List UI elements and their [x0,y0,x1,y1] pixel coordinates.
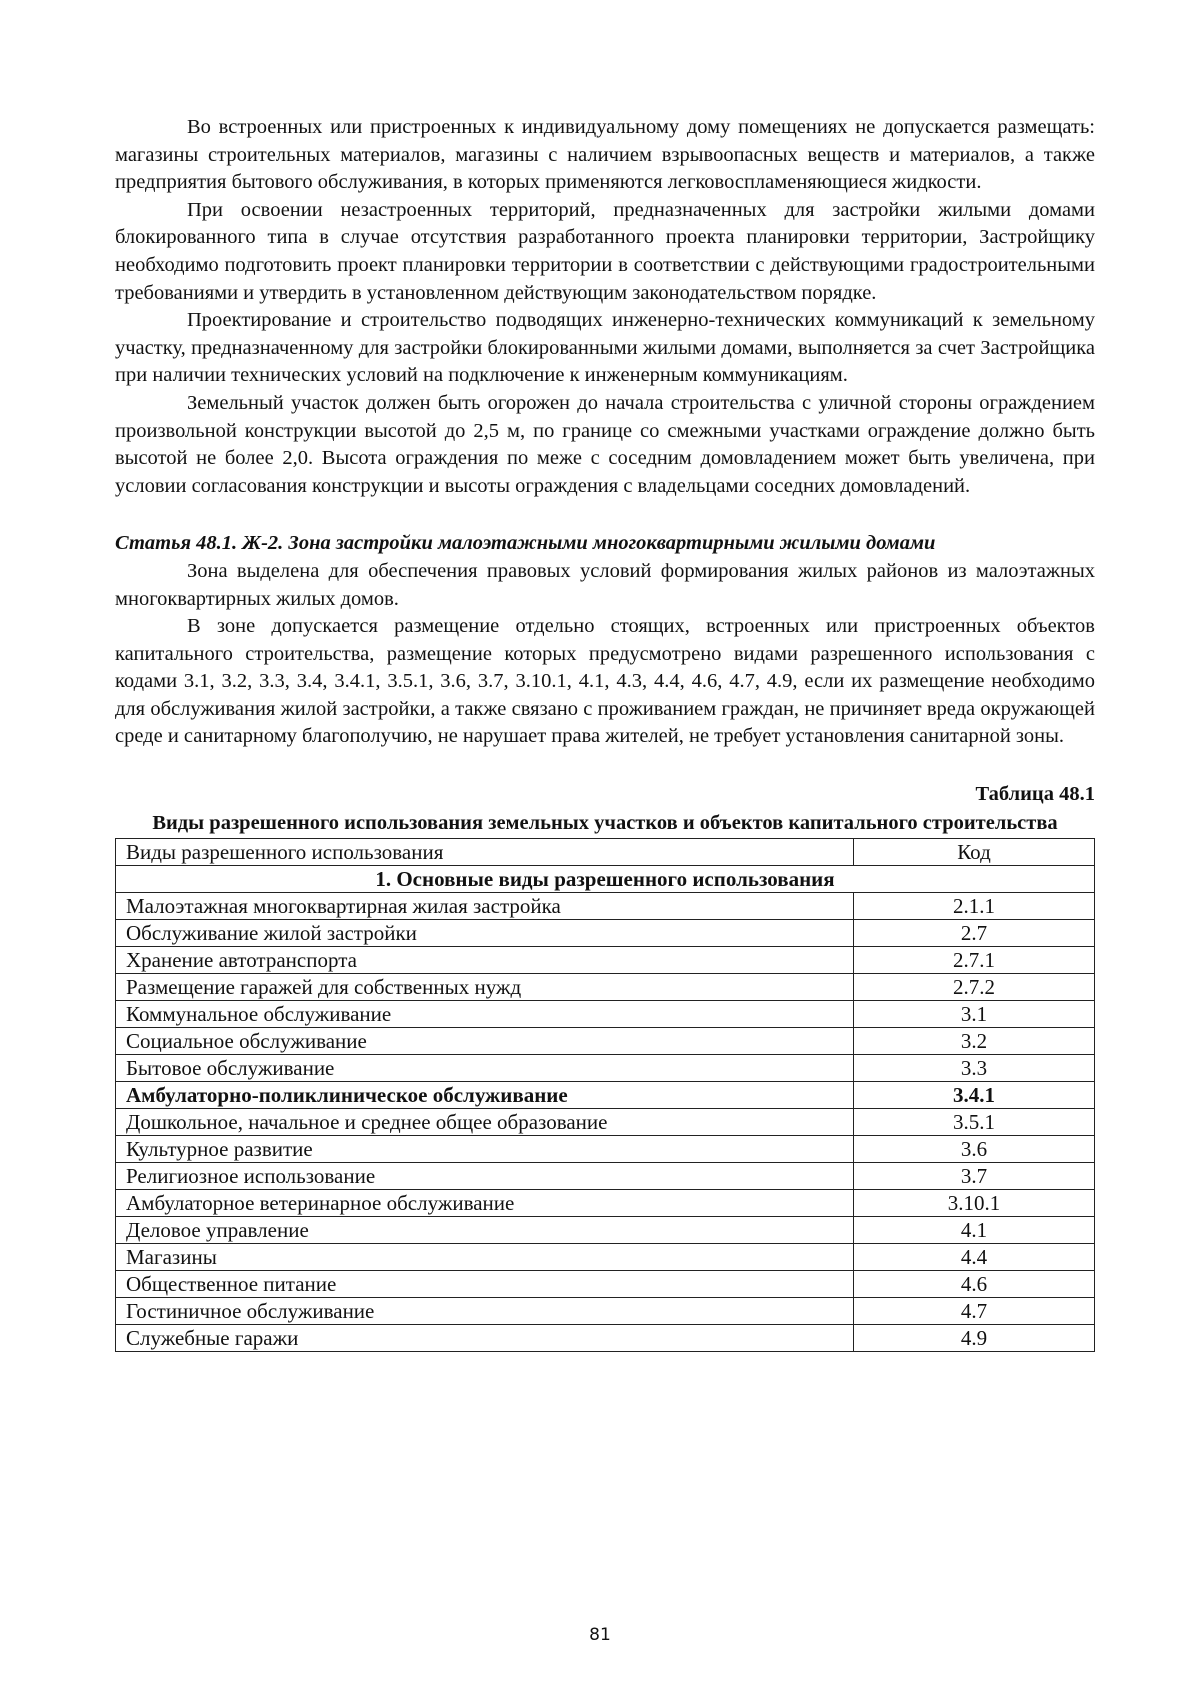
paragraph: Во встроенных или пристроенных к индивидуальному дому помещениях не допускается размещать: магазины строительных материалов, магазины с наличием взрывоопасных веществ и материалов, а также предприятия бытового обслуживания, в которых применяются легковоспламеняющиеся жидкости. [115,116,1095,194]
header-code: Код [854,838,1095,865]
table-row [116,973,1095,1000]
table-section-row [116,865,1095,892]
use-name: Дошкольное, начальное и среднее общее образование [116,1108,854,1135]
table-row [116,1000,1095,1027]
table-header-row [116,838,1095,865]
page-content [115,114,1095,1352]
table-row [116,1324,1095,1351]
use-name: Культурное развитие [116,1135,854,1162]
paragraph: Земельный участок должен быть огорожен до начала строительства с уличной стороны ограждением произвольной конструкции высотой до 2,5 м, по границе со смежными участками ограждение должно быть высотой не более 2,0. Высота ограждения по меже с соседним домовладением может быть увеличена, при условии согласования конструкции и высоты ограждения с владельцами соседних домовладений. [115,391,1095,497]
use-name: Малоэтажная многоквартирная жилая застройка [116,892,854,919]
use-name: Размещение гаражей для собственных нужд [116,973,854,1000]
use-name: Амбулаторное ветеринарное обслуживание [116,1189,854,1216]
use-code: 2.1.1 [854,892,1095,919]
use-name: Хранение автотранспорта [116,946,854,973]
use-name: Религиозное использование [116,1162,854,1189]
paragraph: Зона выделена для обеспечения правовых условий формирования жилых районов из малоэтажных многоквартирных жилых домов. [115,559,1095,610]
table-row [116,1135,1095,1162]
table-row [116,1054,1095,1081]
table-row [116,892,1095,919]
use-code: 4.1 [854,1216,1095,1243]
use-code: 3.5.1 [854,1108,1095,1135]
table-row [116,1081,1095,1108]
table-number: Таблица 48.1 [975,783,1095,806]
use-code: 4.9 [854,1324,1095,1351]
use-name: Коммунальное обслуживание [116,1000,854,1027]
table-row [116,1297,1095,1324]
use-code: 3.1 [854,1000,1095,1027]
header-name: Виды разрешенного использования [116,838,854,865]
table-row [116,1108,1095,1135]
section-title: 1. Основные виды разрешенного использования [116,865,1095,892]
table-row [116,1270,1095,1297]
use-code: 4.6 [854,1270,1095,1297]
use-code: 3.4.1 [854,1081,1095,1108]
use-name: Магазины [116,1243,854,1270]
use-name: Бытовое обслуживание [116,1054,854,1081]
table-row [116,946,1095,973]
table-row [116,1162,1095,1189]
article-heading: Статья 48.1. Ж-2. Зона застройки малоэтажными многоквартирными жилыми домами [115,532,936,555]
paragraph: При освоении незастроенных территорий, предназначенных для застройки жилыми домами блокированного типа в случае отсутствия разработанного проекта планировки территории, Застройщику необходимо подготовить проект планировки территории в соответствии с действующими градостроительными требованиями и утвердить в установленном действующим законодательством порядке. [115,198,1095,304]
paragraph: В зоне допускается размещение отдельно стоящих, встроенных или пристроенных объектов капитального строительства, размещение которых предусмотрено видами разрешенного использования с кодами 3.1, 3.2, 3.3, 3.4, 3.4.1, 3.5.1, 3.6, 3.7, 3.10.1, 4.1, 4.3, 4.4, 4.6, 4.7, 4.9, если их размещение необходимо для обслуживания жилой застройки, а также связано с проживанием граждан, не причиняет вреда окружающей среде и санитарному благополучию, не нарушает права жителей, не требует установления санитарной зоны. [115,615,1095,748]
use-code: 3.2 [854,1027,1095,1054]
page-number: 81 [589,1625,611,1645]
use-code: 2.7 [854,919,1095,946]
use-name: Деловое управление [116,1216,854,1243]
table-caption: Виды разрешенного использования земельных участков и объектов капитального строительства [152,811,1058,834]
use-name: Амбулаторно-поликлиническое обслуживание [116,1081,854,1108]
table-row [116,919,1095,946]
use-name: Обслуживание жилой застройки [116,919,854,946]
land-use-table [115,838,1095,1352]
table-row [116,1027,1095,1054]
use-code: 3.7 [854,1162,1095,1189]
paragraph: Проектирование и строительство подводящих инженерно-технических коммуникаций к земельному участку, предназначенному для застройки блокированными жилыми домами, выполняется за счет Застройщика при наличии технических условий на подключение к инженерным коммуникациям. [115,309,1095,387]
use-name: Социальное обслуживание [116,1027,854,1054]
use-name: Гостиничное обслуживание [116,1297,854,1324]
use-code: 4.4 [854,1243,1095,1270]
use-code: 3.3 [854,1054,1095,1081]
use-code: 2.7.1 [854,946,1095,973]
table-row [116,1243,1095,1270]
use-name: Служебные гаражи [116,1324,854,1351]
table-row [116,1189,1095,1216]
use-code: 3.10.1 [854,1189,1095,1216]
table-row [116,1216,1095,1243]
use-name: Общественное питание [116,1270,854,1297]
use-code: 3.6 [854,1135,1095,1162]
use-code: 2.7.2 [854,973,1095,1000]
use-code: 4.7 [854,1297,1095,1324]
